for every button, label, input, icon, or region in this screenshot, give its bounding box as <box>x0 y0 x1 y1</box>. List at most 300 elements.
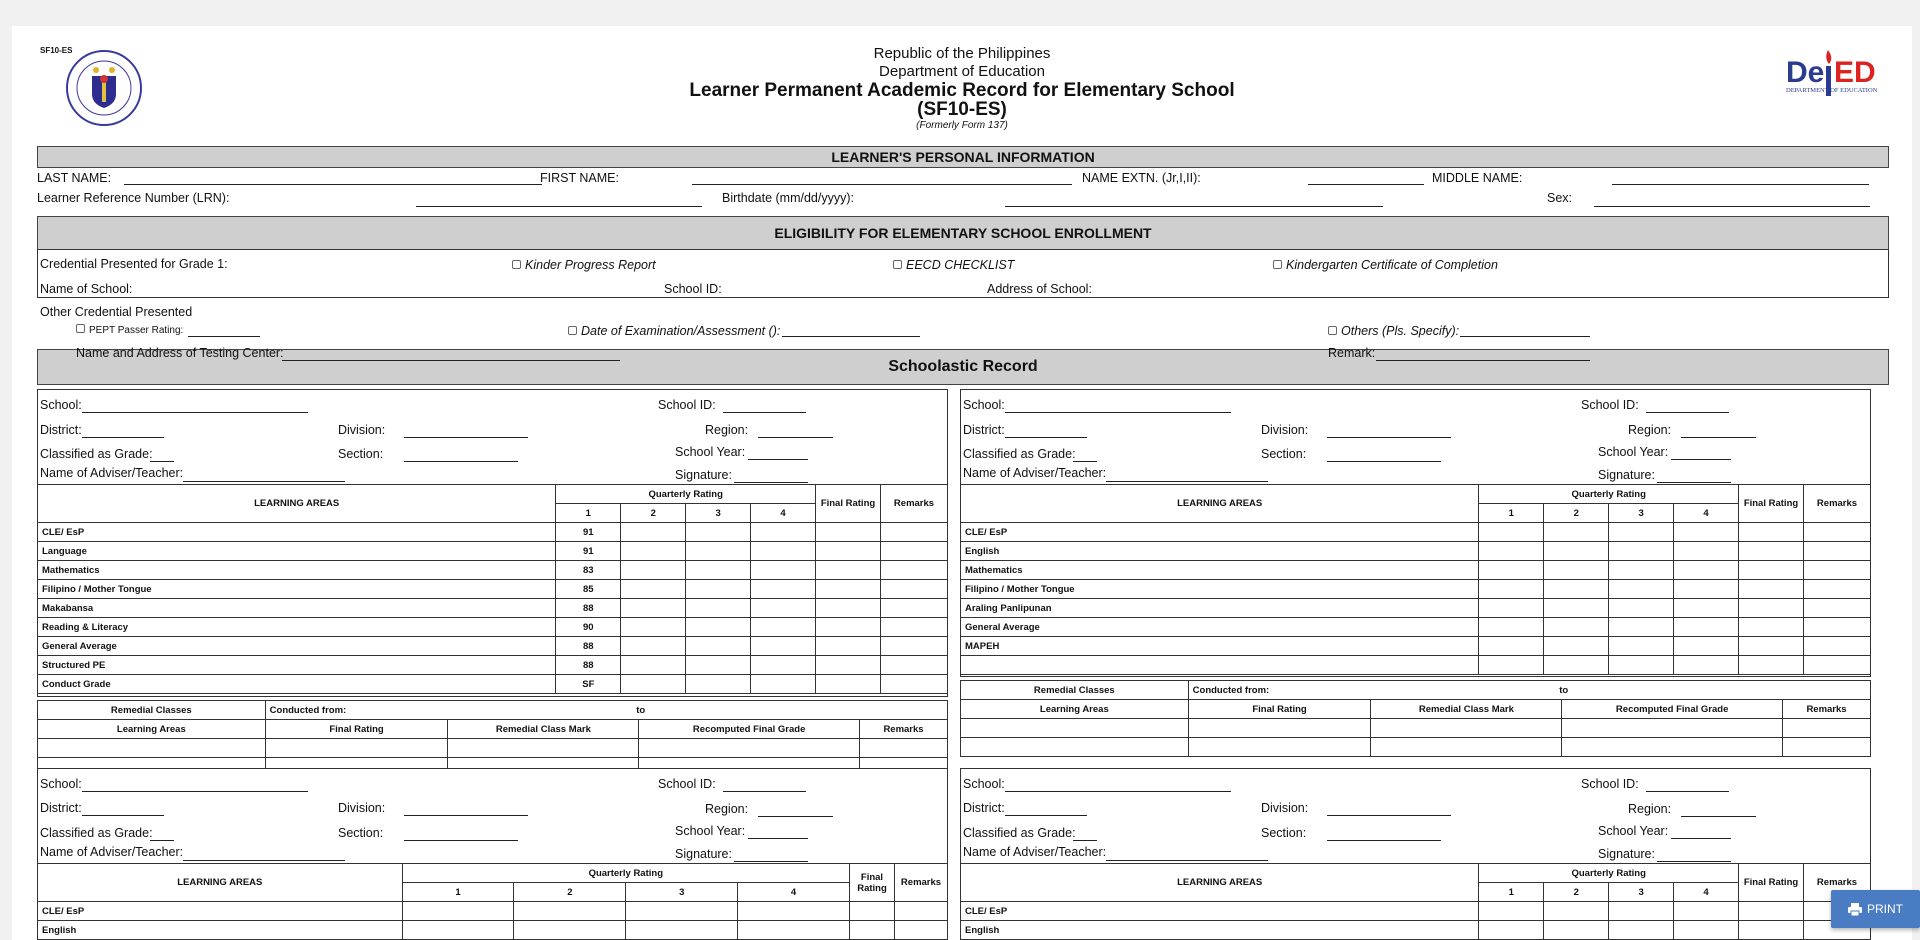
kinder-certificate-label: Kindergarten Certificate of Completion <box>1286 258 1498 272</box>
learning-area-cell: Structured PE <box>38 656 556 675</box>
remedial-remarks-header: Remarks <box>860 720 948 739</box>
remedial-mark-header: Remedial Class Mark <box>448 720 639 739</box>
region-field[interactable] <box>758 437 833 438</box>
q4-cell <box>738 921 850 940</box>
remarks-cell <box>1803 637 1870 656</box>
kinder-progress-option[interactable] <box>512 258 656 272</box>
q2-cell <box>1544 637 1609 656</box>
remarks-cell <box>880 580 947 599</box>
learning-area-cell: CLE/ EsP <box>961 523 1479 542</box>
final-rating-header: Final Rating <box>1739 864 1804 902</box>
school-year-field[interactable] <box>748 459 808 460</box>
remark-label: Remark: <box>1328 346 1376 360</box>
q3-header: 3 <box>686 504 751 523</box>
final-cell <box>1739 599 1804 618</box>
remedial-final-header: Final Rating <box>265 720 448 739</box>
q1-rating-cell: 91 <box>556 523 621 542</box>
q4-cell <box>751 523 816 542</box>
q3-cell <box>1609 921 1674 940</box>
q3-header: 3 <box>1609 883 1674 902</box>
form-code: SF10-ES <box>40 46 73 55</box>
division-field[interactable] <box>1327 437 1451 438</box>
learning-area-cell: General Average <box>38 637 556 656</box>
grade-row <box>38 902 948 921</box>
q1-header: 1 <box>1479 883 1544 902</box>
district-field[interactable] <box>82 437 164 438</box>
q4-cell <box>1674 902 1739 921</box>
final-cell <box>816 523 881 542</box>
checkbox[interactable] <box>1328 326 1337 335</box>
remarks-cell <box>880 618 947 637</box>
checkbox[interactable] <box>1273 260 1282 269</box>
q4-header: 4 <box>751 504 816 523</box>
quarterly-rating-header: Quarterly Rating <box>402 864 849 883</box>
name-extn-label: NAME EXTN. (Jr,I,II): <box>1082 171 1201 185</box>
q3-cell <box>686 656 751 675</box>
grade-label: Classified as Grade: <box>40 826 153 840</box>
learning-area-cell: MAPEH <box>961 637 1479 656</box>
grade-row <box>38 523 948 542</box>
learning-area-cell: Reading & Literacy <box>38 618 556 637</box>
final-cell <box>816 580 881 599</box>
to-label: to <box>1559 684 1569 696</box>
svg-text:De: De <box>1786 56 1825 89</box>
school-label: School: <box>963 777 1005 791</box>
school-id-field[interactable] <box>723 791 806 792</box>
formerly-note: (Formerly Form 137) <box>916 120 1008 131</box>
remedial-mark-header: Remedial Class Mark <box>1371 700 1562 719</box>
learning-area-cell: CLE/ EsP <box>38 523 556 542</box>
learning-area-cell: Filipino / Mother Tongue <box>961 580 1479 599</box>
q4-cell <box>751 542 816 561</box>
q1-header: 1 <box>402 883 514 902</box>
final-cell <box>816 618 881 637</box>
adviser-field[interactable] <box>1106 860 1268 861</box>
sex-label: Sex: <box>1547 191 1573 205</box>
q1-rating-cell: 88 <box>556 637 621 656</box>
republic-line: Republic of the Philippines <box>873 45 1051 62</box>
q1-rating-cell: 88 <box>556 599 621 618</box>
district-field[interactable] <box>82 815 164 816</box>
final-cell <box>816 542 881 561</box>
grades-table-2 <box>960 484 1871 675</box>
checkbox[interactable] <box>568 326 577 335</box>
school-label: School: <box>40 398 82 412</box>
q2-cell <box>1544 580 1609 599</box>
name-of-school-label: Name of School: <box>40 282 133 296</box>
signature-field[interactable] <box>734 861 808 862</box>
grade-label: Classified as Grade: <box>963 447 1076 461</box>
adviser-label: Name of Adviser/Teacher: <box>963 845 1107 859</box>
school-label: School: <box>40 777 82 791</box>
q4-cell <box>751 599 816 618</box>
middle-name-label: MIDDLE NAME: <box>1432 171 1523 185</box>
others-option[interactable] <box>1328 324 1459 338</box>
sex-field[interactable] <box>1594 206 1870 207</box>
grade-row <box>961 523 1871 542</box>
remarks-header: Remarks <box>880 485 947 523</box>
checkbox[interactable] <box>512 260 521 269</box>
form-page <box>12 26 1912 940</box>
testing-center-label: Name and Address of Testing Center: <box>76 346 284 360</box>
section-label: Section: <box>1261 826 1307 840</box>
school-field[interactable] <box>82 791 308 792</box>
q1-header: 1 <box>1479 504 1544 523</box>
remedial-classes-header: Remedial Classes <box>38 701 266 720</box>
remarks-header: Remarks <box>1803 864 1870 902</box>
last-name-field[interactable] <box>124 184 542 185</box>
q3-cell <box>1609 561 1674 580</box>
conducted-from-label: Conducted from: <box>269 704 347 716</box>
grade-field[interactable] <box>150 461 174 462</box>
district-field[interactable] <box>1005 815 1087 816</box>
q4-cell <box>751 580 816 599</box>
kinder-certificate-option[interactable] <box>1273 258 1498 272</box>
scholastic-header: Schoolastic Record <box>37 349 1889 385</box>
remedial-row <box>961 719 1871 738</box>
final-cell <box>1739 542 1804 561</box>
form-title: Learner Permanent Academic Record for Elementary School <box>689 80 1235 101</box>
q3-cell <box>1609 656 1674 675</box>
grade-row <box>961 561 1871 580</box>
q4-cell <box>1674 561 1739 580</box>
q1-rating-cell <box>1479 656 1544 675</box>
q2-cell <box>621 675 686 694</box>
grades-table-1 <box>37 484 948 694</box>
remarks-cell <box>880 599 947 618</box>
q2-cell <box>1544 561 1609 580</box>
division-label: Division: <box>338 423 386 437</box>
remarks-cell <box>1803 580 1870 599</box>
district-label: District: <box>963 423 1005 437</box>
learning-area-cell: English <box>961 542 1479 561</box>
eecd-checklist-label: EECD CHECKLIST <box>906 258 1015 272</box>
q4-cell <box>1674 599 1739 618</box>
q1-rating-cell <box>402 921 514 940</box>
grade-row <box>961 902 1871 921</box>
remedial-areas-header: Learning Areas <box>961 700 1189 719</box>
final-cell <box>1739 523 1804 542</box>
checkbox[interactable] <box>76 324 85 333</box>
birthdate-field[interactable] <box>1005 206 1383 207</box>
grade-row <box>38 580 948 599</box>
q4-header: 4 <box>1674 504 1739 523</box>
middle-name-field[interactable] <box>1612 184 1869 185</box>
q3-cell <box>686 675 751 694</box>
remedial-row <box>961 738 1871 757</box>
checkbox[interactable] <box>893 260 902 269</box>
q3-cell <box>1609 637 1674 656</box>
school-year-label: School Year: <box>1598 445 1669 459</box>
remedial-table-1 <box>37 700 948 777</box>
district-field[interactable] <box>1005 437 1087 438</box>
q3-cell <box>1609 902 1674 921</box>
learning-area-cell: English <box>961 921 1479 940</box>
personal-info-header: LEARNER'S PERSONAL INFORMATION <box>37 146 1889 168</box>
q2-cell <box>621 523 686 542</box>
final-cell <box>850 902 895 921</box>
remedial-remarks-header: Remarks <box>1783 700 1871 719</box>
school-id-field[interactable] <box>1646 412 1729 413</box>
final-cell <box>816 675 881 694</box>
final-cell <box>1739 656 1804 675</box>
q1-rating-cell <box>402 902 514 921</box>
credential-label: Credential Presented for Grade 1: <box>40 257 228 271</box>
q1-rating-cell <box>1479 902 1544 921</box>
signature-label: Signature: <box>675 847 732 861</box>
print-button[interactable] <box>1831 890 1920 928</box>
division-label: Division: <box>1261 423 1309 437</box>
remarks-cell <box>1803 599 1870 618</box>
learning-area-cell <box>961 656 1479 675</box>
quarterly-rating-header: Quarterly Rating <box>1479 485 1739 504</box>
grade-field[interactable] <box>1073 840 1097 841</box>
final-cell <box>1739 902 1804 921</box>
final-cell <box>1739 580 1804 599</box>
name-extn-field[interactable] <box>1308 184 1424 185</box>
final-cell <box>1739 921 1804 940</box>
signature-field[interactable] <box>734 482 808 483</box>
grade-row <box>38 656 948 675</box>
q3-cell <box>686 618 751 637</box>
region-field[interactable] <box>758 816 833 817</box>
section-field[interactable] <box>404 461 518 462</box>
q3-cell <box>686 599 751 618</box>
remedial-table-2 <box>960 680 1871 757</box>
grade-row <box>38 921 948 940</box>
learning-area-cell: Conduct Grade <box>38 675 556 694</box>
q4-cell <box>1674 656 1739 675</box>
signature-label: Signature: <box>1598 847 1655 861</box>
district-label: District: <box>40 423 82 437</box>
q2-cell <box>621 561 686 580</box>
remarks-cell <box>1803 656 1870 675</box>
q3-cell <box>1609 580 1674 599</box>
q1-rating-cell: SF <box>556 675 621 694</box>
school-id-field[interactable] <box>723 412 806 413</box>
school-id-field[interactable] <box>1646 791 1729 792</box>
q1-rating-cell <box>1479 618 1544 637</box>
remarks-cell <box>880 523 947 542</box>
q1-rating-cell: 90 <box>556 618 621 637</box>
remarks-cell <box>1803 542 1870 561</box>
q2-header: 2 <box>1544 504 1609 523</box>
grade-row <box>38 675 948 694</box>
school-year-field[interactable] <box>748 838 808 839</box>
q2-cell <box>621 656 686 675</box>
first-name-field[interactable] <box>692 184 1072 185</box>
remedial-areas-header: Learning Areas <box>38 720 266 739</box>
learning-area-cell: Mathematics <box>38 561 556 580</box>
q4-cell <box>1674 618 1739 637</box>
learning-area-cell: Language <box>38 542 556 561</box>
school-field[interactable] <box>1005 791 1231 792</box>
q2-cell <box>514 902 626 921</box>
learning-area-cell: Araling Panlipunan <box>961 599 1479 618</box>
q2-cell <box>621 618 686 637</box>
school-year-label: School Year: <box>1598 824 1669 838</box>
learning-area-cell: English <box>38 921 403 940</box>
grade-field[interactable] <box>150 840 174 841</box>
region-field[interactable] <box>1681 437 1756 438</box>
q4-cell <box>1674 921 1739 940</box>
final-cell <box>816 637 881 656</box>
first-name-label: FIRST NAME: <box>540 171 619 185</box>
recomputed-header: Recomputed Final Grade <box>1562 700 1783 719</box>
pept-option[interactable] <box>76 324 183 336</box>
signature-label: Signature: <box>1598 468 1655 482</box>
school-id-label: School ID: <box>1581 398 1639 412</box>
q2-cell <box>514 921 626 940</box>
form-code-title: (SF10-ES) <box>917 99 1007 120</box>
remarks-cell <box>880 542 947 561</box>
q2-header: 2 <box>1544 883 1609 902</box>
adviser-label: Name of Adviser/Teacher: <box>963 466 1107 480</box>
grade-row <box>961 618 1871 637</box>
q2-cell <box>1544 542 1609 561</box>
date-exam-option[interactable] <box>568 324 780 338</box>
school-field[interactable] <box>82 412 308 413</box>
q3-cell <box>686 637 751 656</box>
grade-field[interactable] <box>1073 461 1097 462</box>
final-rating-header: Final Rating <box>1739 485 1804 523</box>
district-label: District: <box>40 801 82 815</box>
grade-row <box>961 542 1871 561</box>
q2-cell <box>621 580 686 599</box>
testing-center-field[interactable] <box>282 360 620 361</box>
eecd-checklist-option[interactable] <box>893 258 1014 272</box>
adviser-field[interactable] <box>183 481 345 482</box>
remarks-header: Remarks <box>1803 485 1870 523</box>
signature-field[interactable] <box>1657 861 1731 862</box>
division-field[interactable] <box>404 815 528 816</box>
q3-cell <box>1609 542 1674 561</box>
adviser-field[interactable] <box>183 860 345 861</box>
others-field[interactable] <box>1460 336 1590 337</box>
region-field[interactable] <box>1681 816 1756 817</box>
q2-cell <box>1544 656 1609 675</box>
lrn-field[interactable] <box>416 206 702 207</box>
grade-row <box>38 542 948 561</box>
region-label: Region: <box>705 423 749 437</box>
final-cell <box>816 599 881 618</box>
remark-field[interactable] <box>1376 360 1590 361</box>
section-field[interactable] <box>1327 840 1441 841</box>
eligibility-header: ELIGIBILITY FOR ELEMENTARY SCHOOL ENROLLMENT <box>37 216 1889 250</box>
last-name-label: LAST NAME: <box>37 171 112 185</box>
remarks-cell <box>880 675 947 694</box>
q4-header: 4 <box>1674 883 1739 902</box>
section-field[interactable] <box>404 840 518 841</box>
pept-label: PEPT Passer Rating: <box>89 325 184 336</box>
final-rating-header: Final Rating <box>816 485 881 523</box>
q1-rating-cell <box>1479 637 1544 656</box>
pept-field[interactable] <box>188 336 260 337</box>
school-year-field[interactable] <box>1671 838 1731 839</box>
q2-cell <box>1544 902 1609 921</box>
signature-field[interactable] <box>1657 482 1731 483</box>
grade-row <box>38 561 948 580</box>
printer-icon <box>1848 903 1862 916</box>
q1-header: 1 <box>556 504 621 523</box>
learning-areas-header: LEARNING AREAS <box>961 864 1479 902</box>
learning-area-cell: General Average <box>961 618 1479 637</box>
q3-cell <box>686 561 751 580</box>
remarks-cell <box>1803 523 1870 542</box>
q4-cell <box>738 902 850 921</box>
q3-header: 3 <box>626 883 738 902</box>
grades-table-4 <box>960 863 1871 940</box>
division-label: Division: <box>1261 801 1309 815</box>
q1-rating-cell <box>1479 561 1544 580</box>
grade-row <box>961 637 1871 656</box>
learning-areas-header: LEARNING AREAS <box>961 485 1479 523</box>
adviser-label: Name of Adviser/Teacher: <box>40 466 184 480</box>
q2-cell <box>621 542 686 561</box>
learning-areas-header: LEARNING AREAS <box>38 485 556 523</box>
final-cell <box>1739 637 1804 656</box>
remarks-cell <box>894 921 947 940</box>
print-label: PRINT <box>1867 902 1903 916</box>
adviser-field[interactable] <box>1106 481 1268 482</box>
learning-area-cell: Makabansa <box>38 599 556 618</box>
adviser-label: Name of Adviser/Teacher: <box>40 845 184 859</box>
q3-cell <box>1609 618 1674 637</box>
remarks-cell <box>880 637 947 656</box>
conducted-from-label: Conducted from: <box>1192 684 1270 696</box>
section-label: Section: <box>1261 447 1307 461</box>
quarterly-rating-header: Quarterly Rating <box>1479 864 1739 883</box>
q3-cell <box>1609 599 1674 618</box>
final-cell <box>1739 618 1804 637</box>
section-field[interactable] <box>1327 461 1441 462</box>
q1-rating-cell <box>1479 921 1544 940</box>
q3-cell <box>686 580 751 599</box>
q3-cell <box>686 523 751 542</box>
region-label: Region: <box>705 802 749 816</box>
q4-cell <box>1674 523 1739 542</box>
date-exam-field[interactable] <box>782 336 920 337</box>
q1-rating-cell: 88 <box>556 656 621 675</box>
q2-cell <box>1544 599 1609 618</box>
grade-row <box>38 618 948 637</box>
grade-label: Classified as Grade: <box>963 826 1076 840</box>
remarks-cell <box>894 902 947 921</box>
q1-rating-cell <box>1479 599 1544 618</box>
final-cell <box>816 656 881 675</box>
date-exam-label: Date of Examination/Assessment (): <box>581 324 781 338</box>
grade-row <box>961 599 1871 618</box>
section-label: Section: <box>338 447 384 461</box>
q2-cell <box>1544 921 1609 940</box>
grade-row <box>38 637 948 656</box>
school-year-field[interactable] <box>1671 459 1731 460</box>
division-field[interactable] <box>404 437 528 438</box>
school-year-label: School Year: <box>675 445 746 459</box>
remedial-final-header: Final Rating <box>1188 700 1371 719</box>
q4-cell <box>751 561 816 580</box>
final-cell <box>1739 561 1804 580</box>
school-field[interactable] <box>1005 412 1231 413</box>
q2-header: 2 <box>621 504 686 523</box>
school-id-label: School ID: <box>658 777 716 791</box>
q1-rating-cell <box>1479 580 1544 599</box>
school-id-label: School ID: <box>664 282 722 296</box>
division-field[interactable] <box>1327 815 1451 816</box>
final-cell <box>816 561 881 580</box>
final-cell <box>850 921 895 940</box>
district-label: District: <box>963 801 1005 815</box>
